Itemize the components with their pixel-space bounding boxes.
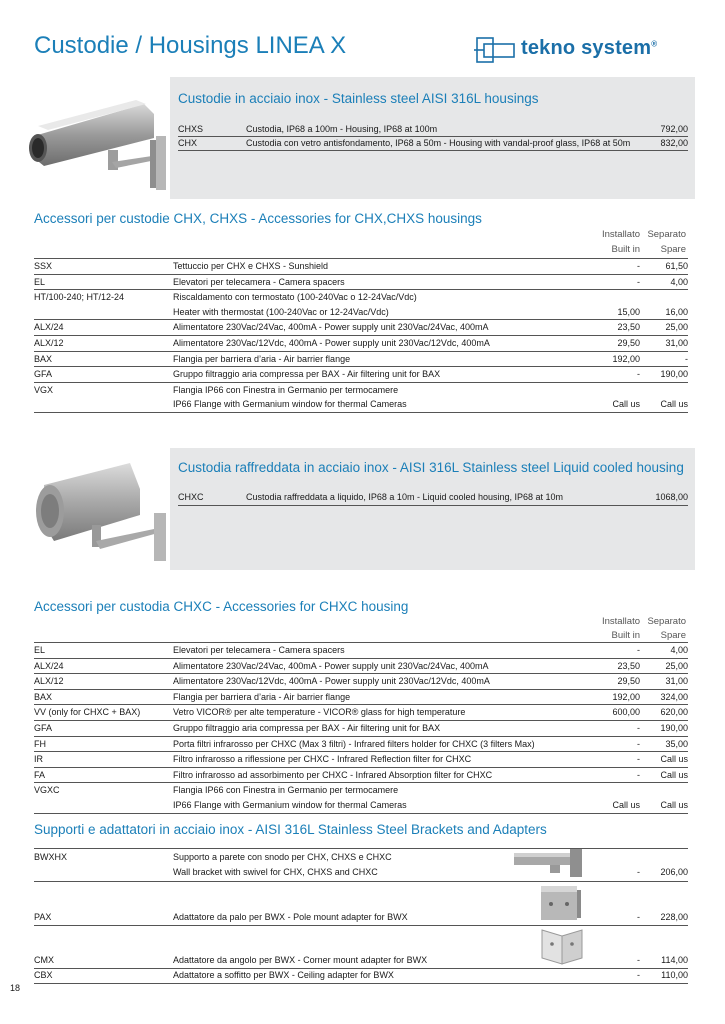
accessories-chx-table <box>34 258 688 413</box>
table-row: FA Filtro infrarosso ad assorbimento per CHXC - Infrared Absorption filter for CHXC - Call us <box>34 767 688 783</box>
housing-camera-image <box>24 96 170 198</box>
table-row: IR Filtro infrarosso a riflessione per CHXC - Infrared Reflection filter for CHXC - Call us <box>34 752 688 768</box>
corner-adapter-image <box>538 926 586 966</box>
built-in-price: - <box>637 970 640 980</box>
product-description-en: Wall bracket with swivel for CHX, CHXS and CHXC <box>173 867 378 877</box>
product-code: CHXS <box>178 124 204 134</box>
col-installed-en: Built in <box>611 630 640 641</box>
product-price: 1068,00 <box>655 492 688 502</box>
accessories-chxc-table <box>34 642 688 814</box>
bracket-row-pax <box>34 912 688 924</box>
product-description: Supporto a parete con snodo per CHX, CHXS e CHXC <box>173 852 392 862</box>
table-row: FH Porta filtri infrarosso per CHXC (Max 3 filtri) - Infrared filters holder for CHXC (3 filters Max) - 35,00 <box>34 736 688 752</box>
spare-price: 228,00 <box>660 912 688 922</box>
pole-adapter-image <box>535 882 585 924</box>
product-description: Adattatore a soffitto per BWX - Ceiling adapter for BWX <box>173 970 394 980</box>
cooled-housing-image <box>30 455 170 570</box>
product-description: Custodia, IP68 a 100m - Housing, IP68 at 100m <box>246 124 438 134</box>
table-row: VGX Flangia IP66 con Finestra in Germanio per termocamere <box>34 382 688 397</box>
section-cooled-housing-title: Custodia raffreddata in acciaio inox - AISI 316L Stainless steel Liquid cooled housing <box>178 460 684 475</box>
col-installed-it: Installato <box>601 616 640 627</box>
table-row: ALX/24 Alimentatore 230Vac/24Vac, 400mA - Power supply unit 230Vac/24Vac, 400mA 23,50 25,00 <box>34 658 688 674</box>
table-row: ALX/12 Alimentatore 230Vac/12Vdc, 400mA - Power supply unit 230Vac/12Vdc, 400mA 29,50 31,00 <box>34 674 688 690</box>
col-separate-it: Separato <box>647 229 686 240</box>
col-separate-en: Spare <box>660 630 686 641</box>
table-row: ALX/12 Alimentatore 230Vac/12Vdc, 400mA - Power supply unit 230Vac/12Vdc, 400mA 29,50 31,00 <box>34 335 688 351</box>
built-in-price: - <box>637 912 640 922</box>
brand-logo <box>473 32 695 70</box>
table-row: VV (only for CHXC + BAX) Vetro VICOR® per alte temperature - VICOR® glass for high temperature 600,00 620,00 <box>34 705 688 721</box>
table-row: IP66 Flange with Germanium window for thermal Cameras Call us Call us <box>34 397 688 412</box>
col-installed-en: Built in <box>611 244 640 255</box>
table-row: VGXC Flangia IP66 con Finestra in Germanio per termocamere <box>34 783 688 798</box>
col-separate-en: Spare <box>660 244 686 255</box>
bracket-row-cmx <box>34 955 688 967</box>
wall-bracket-image <box>510 845 588 879</box>
product-code: CBX <box>34 970 53 980</box>
product-row-chxc <box>178 492 688 504</box>
product-code: CMX <box>34 955 54 965</box>
col-separate-it: Separato <box>647 616 686 627</box>
logo-mark-icon <box>473 34 517 68</box>
product-row-chx <box>178 138 688 150</box>
table-row: IP66 Flange with Germanium window for thermal Cameras Call us Call us <box>34 798 688 813</box>
section-accessories-chxc-title: Accessori per custodia CHXC - Accessories for CHXC housing <box>34 599 409 614</box>
product-description: Custodia con vetro antisfondamento, IP68 a 50m - Housing with vandal-proof glass, IP68 at 50m <box>246 138 631 148</box>
bracket-row-cbx <box>34 970 688 982</box>
table-row: GFA Gruppo filtraggio aria compressa per BAX - Air filtering unit for BAX - 190,00 <box>34 367 688 383</box>
section-brackets-title: Supporti e adattatori in acciaio inox - AISI 316L Stainless Steel Brackets and Adapters <box>34 822 547 837</box>
product-description: Adattatore da palo per BWX - Pole mount adapter for BWX <box>173 912 408 922</box>
built-in-price: - <box>637 955 640 965</box>
table-row: EL Elevatori per telecamera - Camera spacers - 4,00 <box>34 274 688 290</box>
product-code: CHXC <box>178 492 204 502</box>
product-description: Adattatore da angolo per BWX - Corner mount adapter for BWX <box>173 955 428 965</box>
spare-price: 206,00 <box>660 867 688 877</box>
product-description: Custodia raffreddata a liquido, IP68 a 10m - Liquid cooled housing, IP68 at 10m <box>246 492 564 502</box>
section-accessories-chx-title: Accessori per custodie CHX, CHXS - Accessories for CHX,CHXS housings <box>34 211 482 226</box>
page-number: 18 <box>10 983 21 993</box>
spare-price: 114,00 <box>661 955 688 965</box>
table-row: EL Elevatori per telecamera - Camera spacers - 4,00 <box>34 643 688 659</box>
product-row-chxs <box>178 124 688 136</box>
product-price: 792,00 <box>660 124 688 134</box>
bracket-row-bwxhx <box>34 852 688 864</box>
page-title: Custodie / Housings LINEA X <box>34 32 347 59</box>
col-installed-it: Installato <box>601 229 640 240</box>
product-code: CHX <box>178 138 198 148</box>
section-housings-title: Custodie in acciaio inox - Stainless steel AISI 316L housings <box>178 91 539 106</box>
bracket-row-bwxhx-en <box>34 867 688 879</box>
table-row: Heater with thermostat (100-240Vac or 12-24Vac/Vdc) 15,00 16,00 <box>173 306 688 317</box>
logo-registered: ® <box>651 39 658 49</box>
spare-price: 110,00 <box>661 970 688 980</box>
built-in-price: - <box>637 867 640 877</box>
table-row: BAX Flangia per barriera d’aria - Air barrier flange 192,00 324,00 <box>34 689 688 705</box>
product-price: 832,00 <box>660 138 688 148</box>
table-row: BAX Flangia per barriera d’aria - Air barrier flange 192,00 - <box>34 351 688 367</box>
table-row: ALX/24 Alimentatore 230Vac/24Vac, 400mA - Power supply unit 230Vac/24Vac, 400mA 23,50 25,00 <box>34 320 688 336</box>
table-row: GFA Gruppo filtraggio aria compressa per BAX - Air filtering unit for BAX - 190,00 <box>34 720 688 736</box>
table-row: HT/100-240; HT/12-24 Riscaldamento con termostato (100-240Vac o 12-24Vac/Vdc) <box>34 290 688 305</box>
product-code: PAX <box>34 912 52 922</box>
product-code: BWXHX <box>34 852 68 862</box>
table-row: SSX Tettuccio per CHX e CHXS - Sunshield - 61,50 <box>34 259 688 275</box>
logo-text: tekno system <box>521 37 652 59</box>
